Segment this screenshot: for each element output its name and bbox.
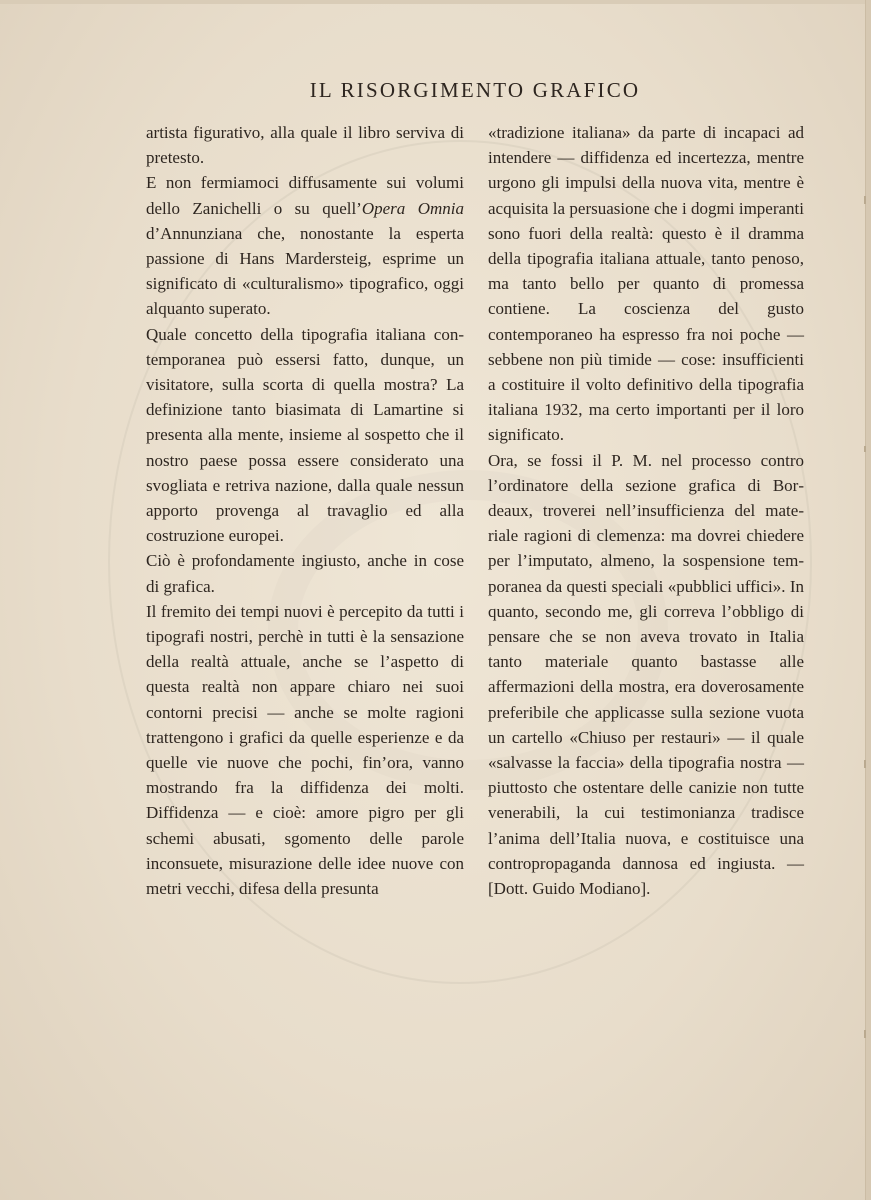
paragraph: Il fremito dei tempi nuovi è percepito da tutti i tipografi nostri, perchè in tutti è la sensazione della realtà attuale, anche se l’aspetto di questa realtà non appare chiaro nei suoi contorni precisi — anche se molte ragioni trattengono i grafici da quelle esperienze e da quelle vie nuove che pochi, fin’ora, vanno mostrando fra la diffidenza dei molti. Diffidenza — e cioè: amore pigro per gli schemi abusati, sgomento delle parole inconsuete, misurazione delle idee nuove con metri vecchi, difesa della presunta — [146, 601, 464, 899]
page-right-edge — [865, 0, 871, 1200]
text-span: d’Annunziana che, nonostante la esperta passione di Hans Mardersteig, esprime un significato di «culturalismo» tipografico, oggi alquanto superato. — [146, 223, 464, 319]
paragraph: Ora, se fossi il P. M. nel processo contro l’ordinatore della sezione grafica di Bordeaux, troverei nell’insufficienza del materiale ragioni di clemenza: ma dovrei chiedere per l’imputato, almeno, la sospensione temporanea da questi speciali «pubblici uffici». In quanto, secondo me, gli correva l’obbligo di pensare che se non aveva trovato in Italia tanto materiale quanto bastasse alle affermazioni della mostra, era doverosamente preferibile che applicasse sulla sezione vuota un cartello «Chiuso per restauri» — il quale «salvasse la faccia» della tipografia nostra — piuttosto che ostentare delle canizie non tutte venerabili, la cui testimonianza tradisce l’anima dell’Italia nuova, e costituisce una contropropaganda dannosa ed ingiusta. — [Dott. Guido Modiano]. — [488, 450, 804, 899]
page-top-edge — [0, 0, 871, 4]
italic-title: Opera Omnia — [361, 198, 464, 218]
right-column — [488, 120, 804, 901]
paragraph: «tradizione italiana» da parte di incapaci ad intendere — diffidenza ed incertezza, mentre urgono gli impulsi della nuova vita, mentre è acquisita la persuasione che i dogmi imperanti sono fuori della realtà: questo è il dramma della tipografia italiana attuale, tanto penoso, ma tanto bello per quanto di promessa contiene. La coscienza del gusto contemporaneo ha espresso fra noi poche — sebbene non più timide — cose: insufficienti a costituire il volto definitivo della tipografia italiana 1932, ma certo importanti per il loro significato. — [488, 123, 804, 445]
paragraph — [146, 170, 464, 321]
paragraph: artista figurativo, alla quale il libro serviva di pretesto. — [146, 123, 464, 168]
paragraph: Ciò è profondamente ingiusto, anche in cose di grafica. — [146, 551, 464, 596]
text-span: E non fermiamoci diffusamente sui volumi dello Zanichelli o su quell’ — [146, 173, 464, 218]
left-column — [146, 120, 464, 901]
margin-mark — [864, 196, 866, 204]
running-head: IL RISORGIMENTO GRAFICO — [309, 78, 641, 102]
margin-mark — [864, 1030, 866, 1038]
margin-mark — [864, 760, 866, 768]
paragraph: Quale concetto della tipografia italiana contemporanea può essersi fatto, dunque, un visitatore, sulla scorta di quella mostra? La definizione tanto biasimata di Lamartine si presenta alla mente, insieme al sospetto che il nostro paese possa essere considerato una svogliata e retriva nazione, dalla quale nessun apporto provenga al travaglio ed alla costruzione europei. — [146, 324, 464, 546]
margin-mark — [864, 446, 866, 452]
